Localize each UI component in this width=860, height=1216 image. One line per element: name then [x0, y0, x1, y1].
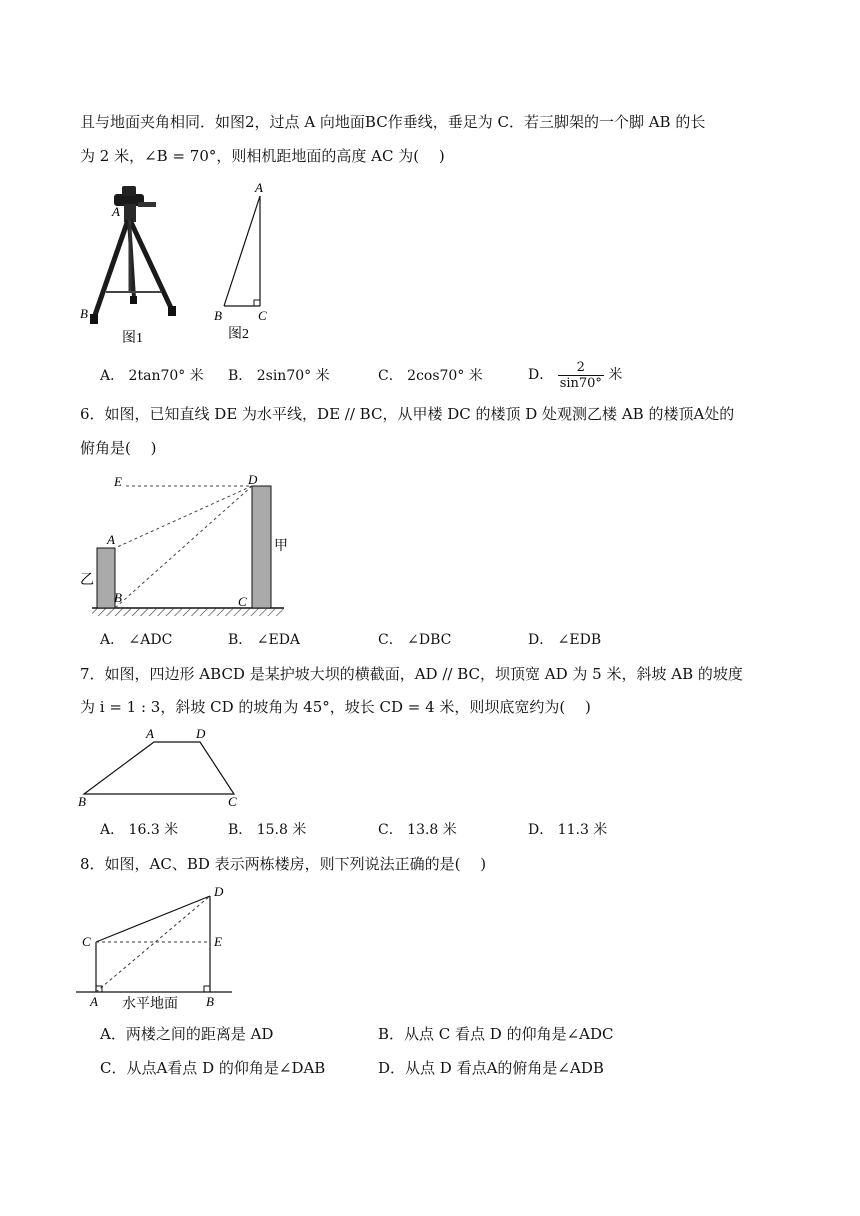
fig2-label-c: C — [258, 308, 267, 323]
fig2-label-b: B — [214, 308, 222, 323]
tripod-figure — [76, 180, 192, 346]
q8-label-a: A — [90, 994, 98, 1009]
q6-option-b: B． ∠EDA — [228, 632, 301, 648]
q8-label-b: B — [206, 994, 214, 1009]
fig1-label-b: B — [80, 306, 88, 321]
q8-label-c: C — [82, 934, 91, 949]
q8-option-a: A．两楼之间的距离是 AD — [100, 1025, 274, 1043]
q7-label-d: D — [196, 726, 206, 741]
q5-text-line2: 为 2 米，∠B = 70°，则相机距地面的高度 AC 为( ) — [80, 147, 445, 165]
q5-option-a: A． 2tan70° 米 — [100, 368, 204, 384]
q6-label-jia: 甲 — [274, 539, 288, 554]
q6-label-c: C — [238, 594, 247, 609]
q5-option-d-numerator: 2 — [558, 360, 604, 376]
q7-trapezoid-figure — [76, 726, 252, 810]
q7-option-c: C． 13.8 米 — [378, 822, 457, 838]
triangle-figure — [210, 178, 280, 346]
fig2-caption: 图2 — [228, 327, 249, 342]
q6-label-e: E — [114, 474, 122, 489]
q8-label-d: D — [214, 884, 224, 899]
q8-option-d: D．从点 D 看点A的俯角是∠ADB — [378, 1059, 604, 1077]
fig2-label-a: A — [255, 180, 263, 195]
q8-option-b: B．从点 C 看点 D 的仰角是∠ADC — [378, 1025, 614, 1043]
q6-buildings-figure — [76, 468, 296, 622]
q6-option-a: A． ∠ADC — [100, 632, 173, 648]
q8-option-c: C．从点A看点 D 的仰角是∠DAB — [100, 1059, 326, 1077]
q6-label-yi: 乙 — [80, 573, 94, 588]
q6-option-c: C． ∠DBC — [378, 632, 452, 648]
q7-text-line1: 7．如图，四边形 ABCD 是某护坡大坝的横截面，AD // BC，坝顶宽 AD 为 5 米，斜坡 AB 的坡度 — [80, 665, 743, 683]
q6-label-d: D — [248, 472, 258, 487]
q5-option-d-unit: 米 — [608, 367, 623, 383]
q8-label-ground: 水平地面 — [122, 997, 178, 1012]
q5-option-b: B． 2sin70° 米 — [228, 368, 330, 384]
q5-option-d-fraction — [558, 360, 604, 391]
q7-option-d: D． 11.3 米 — [528, 822, 608, 838]
q6-option-d: D． ∠EDB — [528, 632, 602, 648]
q7-label-c: C — [228, 794, 237, 809]
q8-text-line1: 8．如图，AC、BD 表示两栋楼房，则下列说法正确的是( ) — [80, 855, 487, 873]
q7-option-a: A． 16.3 米 — [100, 822, 179, 838]
q8-label-e: E — [214, 934, 222, 949]
q6-label-b: B — [114, 590, 122, 605]
q5-option-d-prefix: D． — [528, 367, 554, 383]
fig1-caption: 图1 — [122, 331, 143, 346]
q5-text-line1: 且与地面夹角相同．如图2，过点 A 向地面BC作垂线，垂足为 C．若三脚架的一个脚 AB 的长 — [80, 113, 706, 131]
q7-option-b: B． 15.8 米 — [228, 822, 307, 838]
q6-text-line1: 6．如图，已知直线 DE 为水平线，DE // BC，从甲楼 DC 的楼顶 D 处观测乙楼 AB 的楼顶A处的 — [80, 405, 735, 423]
q7-text-line2: 为 i = 1 : 3，斜坡 CD 的坡角为 45°，坡长 CD = 4 米，则坝底宽约为( ) — [80, 698, 591, 716]
q6-label-a: A — [107, 532, 115, 547]
q6-text-line2: 俯角是( ) — [80, 439, 157, 457]
q8-buildings-figure — [76, 882, 246, 1014]
q7-label-a: A — [146, 726, 154, 741]
q5-option-d-denominator: sin70° — [559, 375, 602, 391]
q5-option-d — [528, 358, 622, 392]
q5-option-c: C． 2cos70° 米 — [378, 368, 483, 384]
fig1-label-a: A — [112, 204, 120, 219]
q7-label-b: B — [78, 794, 86, 809]
